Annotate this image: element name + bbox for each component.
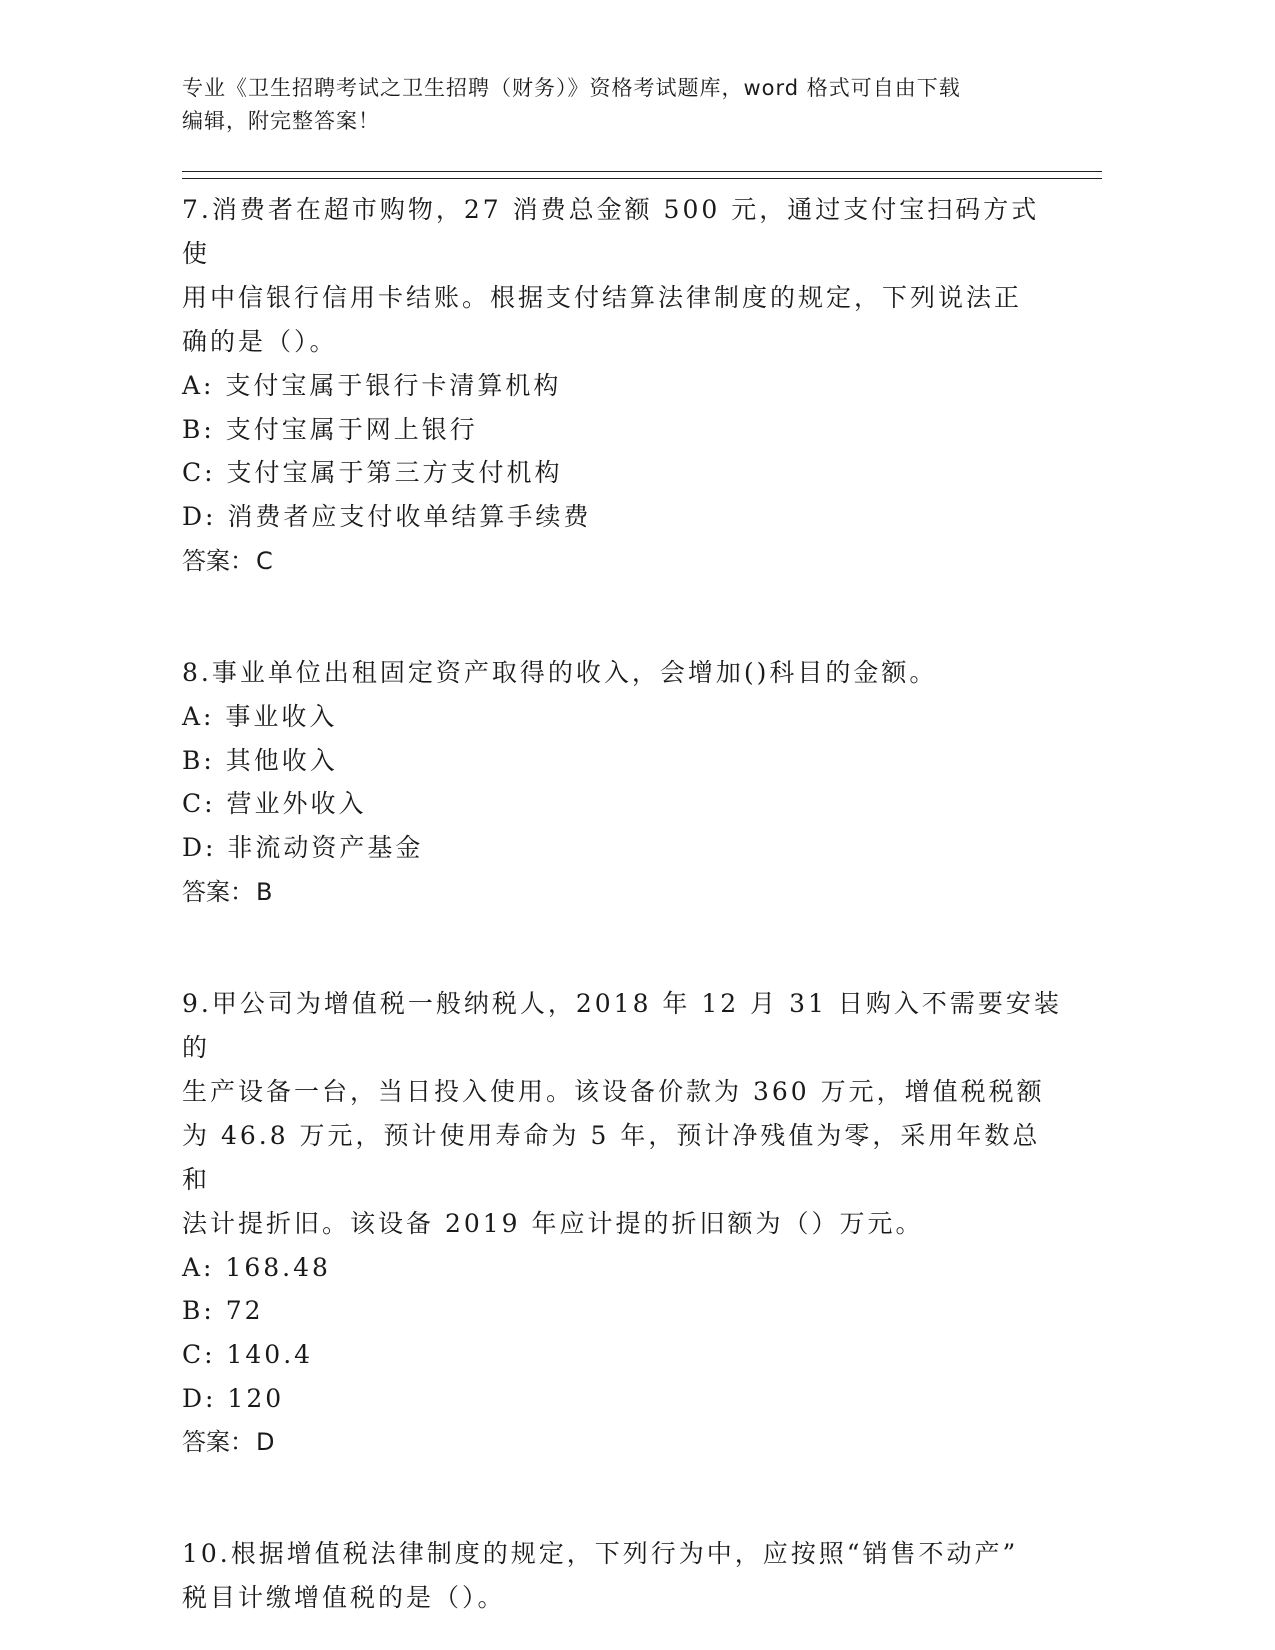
option-d: D: 120	[182, 1383, 285, 1413]
option-b: B: 其他收入	[182, 745, 338, 775]
question-8	[182, 651, 1062, 914]
answer-value: C	[256, 546, 273, 575]
answer-line	[182, 1420, 1062, 1464]
question-text-line: 10.根据增值税法律制度的规定，下列行为中，应按照“销售不动产”	[182, 1539, 1019, 1569]
answer-line	[182, 870, 1062, 914]
answer-label: 答案：	[182, 546, 254, 575]
header-intro-line-2: 编辑，附完整答案！	[182, 109, 380, 133]
answer-value: D	[256, 1428, 275, 1457]
question-10	[182, 1532, 1062, 1620]
option-b: B: 支付宝属于网上银行	[182, 414, 478, 444]
question-text-line: 确的是（）。	[182, 327, 338, 356]
option-b: B: 72	[182, 1296, 264, 1326]
question-text-line: 7.消费者在超市购物，27 消费总金额 500 元，通过支付宝扫码方式使	[182, 195, 1040, 268]
question-text-line: 8.事业单位出租固定资产取得的收入，会增加()科目的金额。	[182, 657, 938, 687]
option-c: C: 支付宝属于第三方支付机构	[182, 458, 563, 488]
answer-label: 答案：	[182, 1428, 254, 1457]
question-list	[182, 188, 1062, 1620]
question-text-line: 税目计缴增值税的是（）。	[182, 1583, 506, 1613]
option-d: D: 非流动资产基金	[182, 832, 424, 862]
question-7	[182, 188, 1062, 583]
document-header	[182, 72, 1062, 138]
question-text-line: 生产设备一台，当日投入使用。该设备价款为 360 万元，增值税税额	[182, 1076, 1045, 1106]
question-text-line: 法计提折旧。该设备 2019 年应计提的折旧额为（）万元。	[182, 1208, 924, 1238]
option-a: A: 168.48	[182, 1252, 331, 1282]
option-c: C: 140.4	[182, 1340, 314, 1370]
answer-line	[182, 539, 1062, 583]
option-a: A: 支付宝属于银行卡清算机构	[182, 371, 562, 400]
header-divider-bottom	[182, 178, 1102, 179]
question-text-line: 9.甲公司为增值税一般纳税人，2018 年 12 月 31 日购入不需要安装的	[182, 988, 1062, 1062]
header-intro-line-1: 专业《卫生招聘考试之卫生招聘（财务）》资格考试题库，word 格式可自由下载	[182, 76, 961, 100]
question-9	[182, 982, 1062, 1465]
option-d: D: 消费者应支付收单结算手续费	[182, 502, 592, 532]
header-divider-top	[182, 171, 1102, 172]
question-text-line: 用中信银行信用卡结账。根据支付结算法律制度的规定，下列说法正	[182, 283, 1023, 312]
answer-label: 答案：	[182, 877, 254, 906]
answer-value: B	[256, 877, 273, 906]
question-text-line: 为 46.8 万元，预计使用寿命为 5 年，预计净残值为零，采用年数总和	[182, 1120, 1041, 1194]
option-a: A: 事业收入	[182, 701, 338, 731]
option-c: C: 营业外收入	[182, 789, 367, 819]
